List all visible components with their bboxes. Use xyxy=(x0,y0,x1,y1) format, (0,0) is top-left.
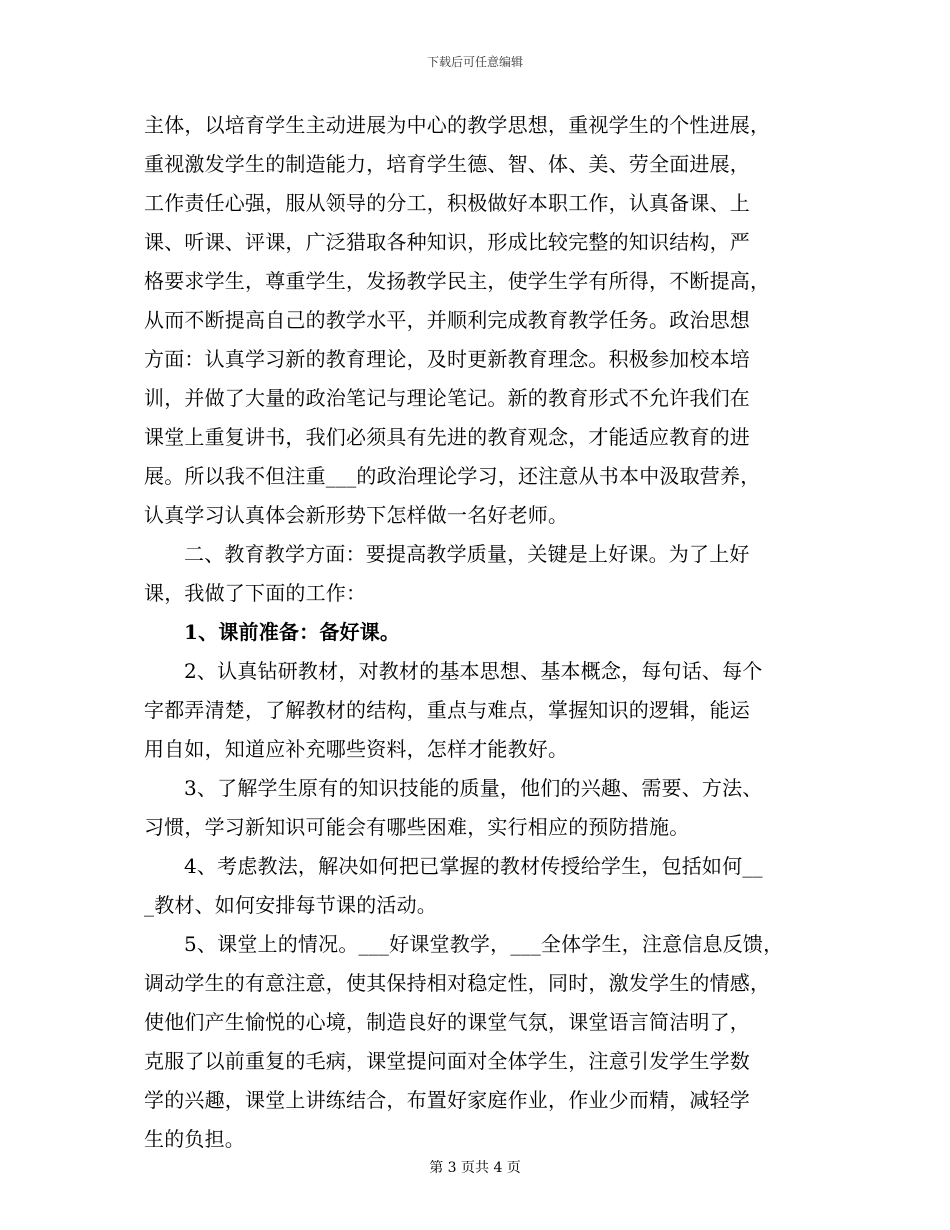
text-line: 2、认真钻研教材，对教材的基本思想、基本概念，每句话、每个 xyxy=(184,659,763,683)
text-line: 格要求学生，尊重学生，发扬教学民主，使学生学有所得，不断提高， xyxy=(144,269,771,293)
text-line: 课、听课、评课，广泛猎取各种知识，形成比较完整的知识结构，严 xyxy=(144,230,750,254)
section-heading-line: 二、教育教学方面：要提高教学质量，关键是上好课。为了上好 xyxy=(184,542,750,566)
text-line: 课，我做了下面的工作： xyxy=(144,581,367,605)
text-line: 展。所以我不但注重___的政治理论学习，还注意从书本中汲取营养， xyxy=(144,464,761,488)
text-line: 重视激发学生的制造能力，培育学生德、智、体、美、劳全面进展， xyxy=(144,152,750,176)
text-line: 主体，以培育学生主动进展为中心的教学思想，重视学生的个性进展， xyxy=(144,113,771,137)
document-body xyxy=(144,106,824,1159)
page-header: 下载后可任意编辑 xyxy=(426,55,523,69)
text-line: 认真学习认真体会新形势下怎样做一名好老师。 xyxy=(144,503,569,527)
text-line: 工作责任心强，服从领导的分工，积极做好本职工作，认真备课、上 xyxy=(144,191,750,215)
text-line: 5、课堂上的情况。___好课堂教学，___全体学生，注意信息反馈， xyxy=(184,932,784,956)
text-line: 用自如，知道应补充哪些资料，怎样才能教好。 xyxy=(144,737,569,761)
text-line: 使他们产生愉悦的心境，制造良好的课堂气氛，课堂语言简洁明了， xyxy=(144,1010,750,1034)
text-line: 训，并做了大量的政治笔记与理论笔记。新的教育形式不允许我们在 xyxy=(144,386,750,410)
text-line: 学的兴趣，课堂上讲练结合，布置好家庭作业，作业少而精，减轻学 xyxy=(144,1088,750,1112)
text-line: 调动学生的有意注意，使其保持相对稳定性，同时，激发学生的情感， xyxy=(144,971,771,995)
text-line: 克服了以前重复的毛病，课堂提问面对全体学生，注意引发学生学数 xyxy=(144,1049,750,1073)
text-line: 字都弄清楚，了解教材的结构，重点与难点，掌握知识的逻辑，能运 xyxy=(144,698,750,722)
subheading-line: 1、课前准备：备好课。 xyxy=(184,620,401,644)
text-line: 从而不断提高自己的教学水平，并顺利完成教育教学任务。政治思想 xyxy=(144,308,750,332)
page-footer: 第 3 页共 4 页 xyxy=(429,1160,521,1176)
text-line: 课堂上重复讲书，我们必须具有先进的教育观念，才能适应教育的进 xyxy=(144,425,750,449)
text-line: 习惯，学习新知识可能会有哪些困难，实行相应的预防措施。 xyxy=(144,815,690,839)
text-line: _教材、如何安排每节课的活动。 xyxy=(144,893,437,917)
text-line: 生的负担。 xyxy=(144,1127,245,1151)
text-line: 3、了解学生原有的知识技能的质量，他们的兴趣、需要、方法、 xyxy=(184,776,763,800)
text-line: 方面：认真学习新的教育理论，及时更新教育理念。积极参加校本培 xyxy=(144,347,750,371)
text-line: 4、考虑教法，解决如何把已掌握的教材传授给学生，包括如何__ xyxy=(184,854,763,878)
